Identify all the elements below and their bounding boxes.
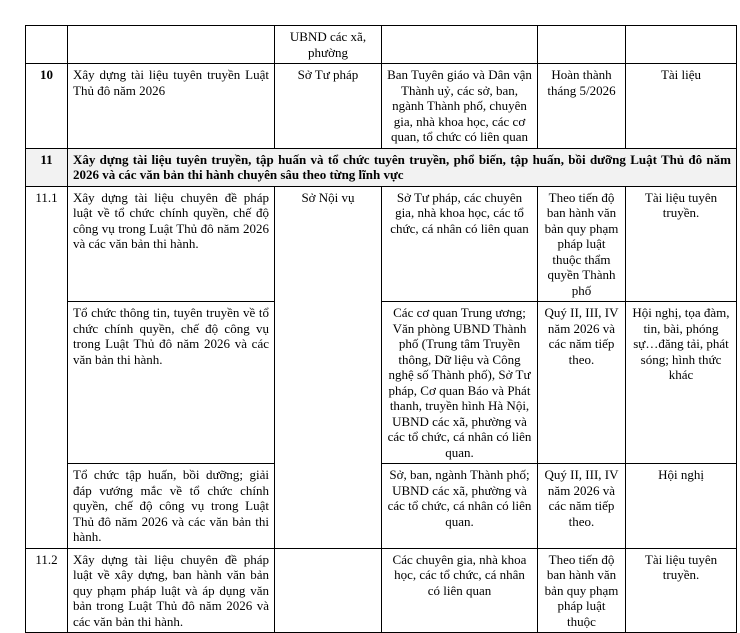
cell-coop-unit: Ban Tuyên giáo và Dân vận Thành uỷ, các sở, ban, ngành Thành phố, chuyên gia, nhà khoa học, các cơ quan, tổ chức có liên quan <box>382 64 538 149</box>
cell-coop-unit: Sở Tư pháp, các chuyên gia, nhà khoa học, các tổ chức, cá nhân có liên quan <box>382 186 538 302</box>
cell-product <box>626 26 737 64</box>
cell-product: Tài liệu tuyên truyền. <box>626 548 737 633</box>
cell-time: Hoàn thành tháng 5/2026 <box>538 64 626 149</box>
table-row <box>26 186 737 302</box>
cell-no: 11.1 <box>26 186 68 548</box>
cell-time <box>538 26 626 64</box>
cell-no: 11.2 <box>26 548 68 633</box>
cell-product: Tài liệu tuyên truyền. <box>626 186 737 302</box>
section-row <box>26 148 737 186</box>
cell-no: 11 <box>26 148 68 186</box>
cell-no <box>26 26 68 64</box>
table-row <box>26 548 737 633</box>
table-row <box>26 302 737 464</box>
cell-content <box>68 26 275 64</box>
cell-no: 10 <box>26 64 68 149</box>
table-row <box>26 464 737 549</box>
cell-lead-unit: UBND các xã, phường <box>275 26 382 64</box>
cell-time: Theo tiến độ ban hành văn bản quy phạm pháp luật thuộc <box>538 548 626 633</box>
table-row <box>26 26 737 64</box>
cell-time: Quý II, III, IV năm 2026 và các năm tiếp theo. <box>538 302 626 464</box>
cell-lead-unit: Sở Tư pháp <box>275 64 382 149</box>
cell-content: Xây dựng tài liệu tuyên truyền Luật Thủ đô năm 2026 <box>68 64 275 149</box>
cell-product: Hội nghị, tọa đàm, tin, bài, phóng sự…đăng tải, phát sóng; hình thức khác <box>626 302 737 464</box>
table-row <box>26 64 737 149</box>
plan-table <box>25 25 737 633</box>
cell-coop-unit: Các cơ quan Trung ương; Văn phòng UBND Thành phố (Trung tâm Truyền thông, Dữ liệu và Công nghệ số Thành phố), Sở Tư pháp, Cơ quan Báo và Phát thanh, truyền hình Hà Nội, UBND các xã, phường và các tổ chức, cá nhân có liên quan. <box>382 302 538 464</box>
cell-content: Tổ chức tập huấn, bồi dưỡng; giải đáp vướng mắc về tổ chức chính quyền, chế độ công vụ trong Luật Thủ đô năm 2026 và các văn bản thi hành. <box>68 464 275 549</box>
cell-lead-unit: Sở Nội vụ <box>275 186 382 548</box>
cell-content: Xây dựng tài liệu chuyên đề pháp luật về tổ chức chính quyền, chế độ công vụ trong Luật Thủ đô năm 2026 và các văn bản thi hành. <box>68 186 275 302</box>
section-title: Xây dựng tài liệu tuyên truyền, tập huấn và tổ chức tuyên truyền, phổ biến, tập huấn, bồi dưỡng Luật Thủ đô năm 2026 và các văn bản thi hành chuyên sâu theo từng lĩnh vực <box>68 148 737 186</box>
cell-lead-unit <box>275 548 382 633</box>
cell-time: Theo tiến độ ban hành văn bản quy phạm pháp luật thuộc thẩm quyền Thành phố <box>538 186 626 302</box>
cell-content: Tổ chức thông tin, tuyên truyền về tổ chức chính quyền, chế độ công vụ trong Luật Thủ đô năm 2026 và các văn bản thi hành. <box>68 302 275 464</box>
cell-coop-unit: Sở, ban, ngành Thành phố; UBND các xã, phường và các tổ chức, cá nhân có liên quan. <box>382 464 538 549</box>
cell-product: Hội nghị <box>626 464 737 549</box>
cell-coop-unit: Các chuyên gia, nhà khoa học, các tổ chức, cá nhân có liên quan <box>382 548 538 633</box>
cell-time: Quý II, III, IV năm 2026 và các năm tiếp theo. <box>538 464 626 549</box>
cell-product: Tài liệu <box>626 64 737 149</box>
cell-coop-unit <box>382 26 538 64</box>
cell-content: Xây dựng tài liệu chuyên đề pháp luật về xây dựng, ban hành văn bản quy phạm pháp luật và áp dụng văn bản trong Luật Thủ đô năm 2026 và các văn bản thi hành. <box>68 548 275 633</box>
